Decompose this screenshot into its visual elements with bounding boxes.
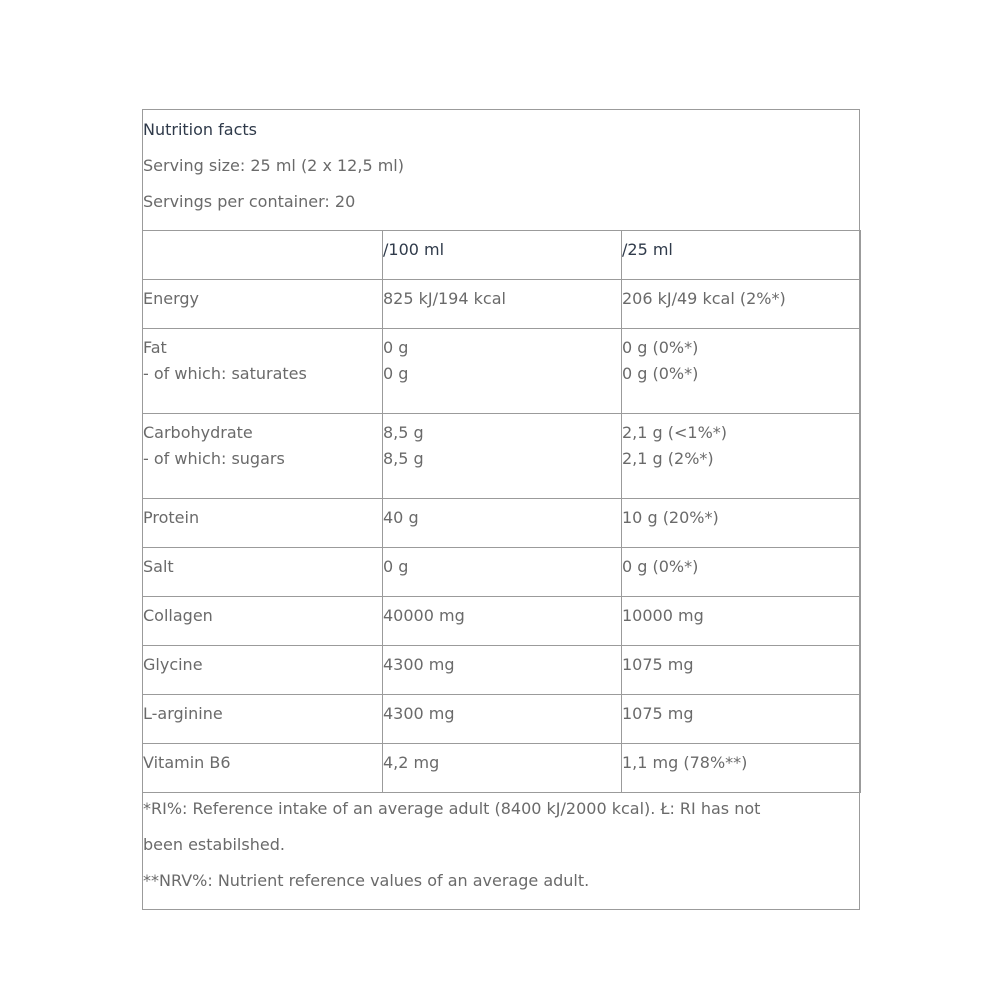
column-header-per-100ml [383,231,622,280]
table-row [143,548,861,597]
per25-cell [622,329,861,414]
nutrient-label: L-arginine [143,704,223,723]
table-row [143,597,861,646]
per100-cell [383,744,622,793]
ri-footnote-line2: been estabilshed. [143,835,285,854]
nutrient-label: Fat [143,338,167,357]
per100-value: 40 g [383,508,419,527]
per25-value: 10000 mg [622,606,704,625]
column-header-nutrient [143,231,383,280]
nutrient-label: Energy [143,289,200,308]
nutrient-label: Salt [143,557,174,576]
per25-value: 1,1 mg (78%**) [622,753,748,772]
nutrient-label: Glycine [143,655,203,674]
nutrient-label: Vitamin B6 [143,753,231,772]
per25-cell [622,548,861,597]
table-row [143,280,861,329]
nutrient-label: Collagen [143,606,213,625]
per100-cell [383,695,622,744]
per25-value: 10 g (20%*) [622,508,719,527]
servings-per-container: Servings per container: 20 [143,192,356,211]
per25-cell [622,597,861,646]
per25-subvalue: 2,1 g (2%*) [622,449,714,468]
nutrition-header [143,110,859,230]
ri-footnote-line1: *RI%: Reference intake of an average adult (8400 kJ/2000 kcal). Ł: RI has not [143,799,761,818]
nutrition-table [142,230,861,793]
per25-cell [622,646,861,695]
nutrition-title: Nutrition facts [143,120,257,139]
nutrient-cell [143,499,383,548]
per100-value: 4300 mg [383,655,455,674]
per25-value: 1075 mg [622,655,694,674]
table-row [143,329,861,414]
per25-subvalue: 0 g (0%*) [622,364,699,383]
per100-cell [383,280,622,329]
per100-cell [383,646,622,695]
per25-cell [622,695,861,744]
nutrient-cell [143,329,383,414]
per25-value: 0 g (0%*) [622,557,699,576]
per100-subvalue: 0 g [383,364,409,383]
per100-value: 0 g [383,338,409,357]
per100-value: 0 g [383,557,409,576]
column-header-per-25ml-label: /25 ml [622,240,673,259]
per100-value: 825 kJ/194 kcal [383,289,506,308]
per100-cell [383,597,622,646]
per100-value: 4300 mg [383,704,455,723]
serving-size: Serving size: 25 ml (2 x 12,5 ml) [143,156,404,175]
nutrition-facts-panel [142,109,860,910]
table-row [143,499,861,548]
nutrient-sublabel: - of which: saturates [143,364,307,383]
table-row [143,646,861,695]
per25-cell [622,744,861,793]
per100-cell [383,414,622,499]
nutrient-cell [143,597,383,646]
table-header-row [143,231,861,280]
per100-cell [383,329,622,414]
per25-cell [622,280,861,329]
per100-value: 40000 mg [383,606,465,625]
table-row [143,414,861,499]
column-header-per-25ml [622,231,861,280]
per100-subvalue: 8,5 g [383,449,424,468]
per100-value: 4,2 mg [383,753,440,772]
nrv-footnote: **NRV%: Nutrient reference values of an average adult. [143,871,590,890]
per100-value: 8,5 g [383,423,424,442]
per25-value: 0 g (0%*) [622,338,699,357]
per100-cell [383,548,622,597]
per25-cell [622,414,861,499]
nutrient-cell [143,280,383,329]
per25-value: 206 kJ/49 kcal (2%*) [622,289,786,308]
nutrient-cell [143,414,383,499]
per25-value: 1075 mg [622,704,694,723]
nutrient-cell [143,548,383,597]
per25-cell [622,499,861,548]
nutrient-cell [143,695,383,744]
column-header-per-100ml-label: /100 ml [383,240,445,259]
nutrient-sublabel: - of which: sugars [143,449,285,468]
per25-value: 2,1 g (<1%*) [622,423,728,442]
table-row [143,695,861,744]
nutrient-cell [143,646,383,695]
per100-cell [383,499,622,548]
nutrient-cell [143,744,383,793]
nutrient-label: Carbohydrate [143,423,253,442]
table-row [143,744,861,793]
nutrient-label: Protein [143,508,200,527]
